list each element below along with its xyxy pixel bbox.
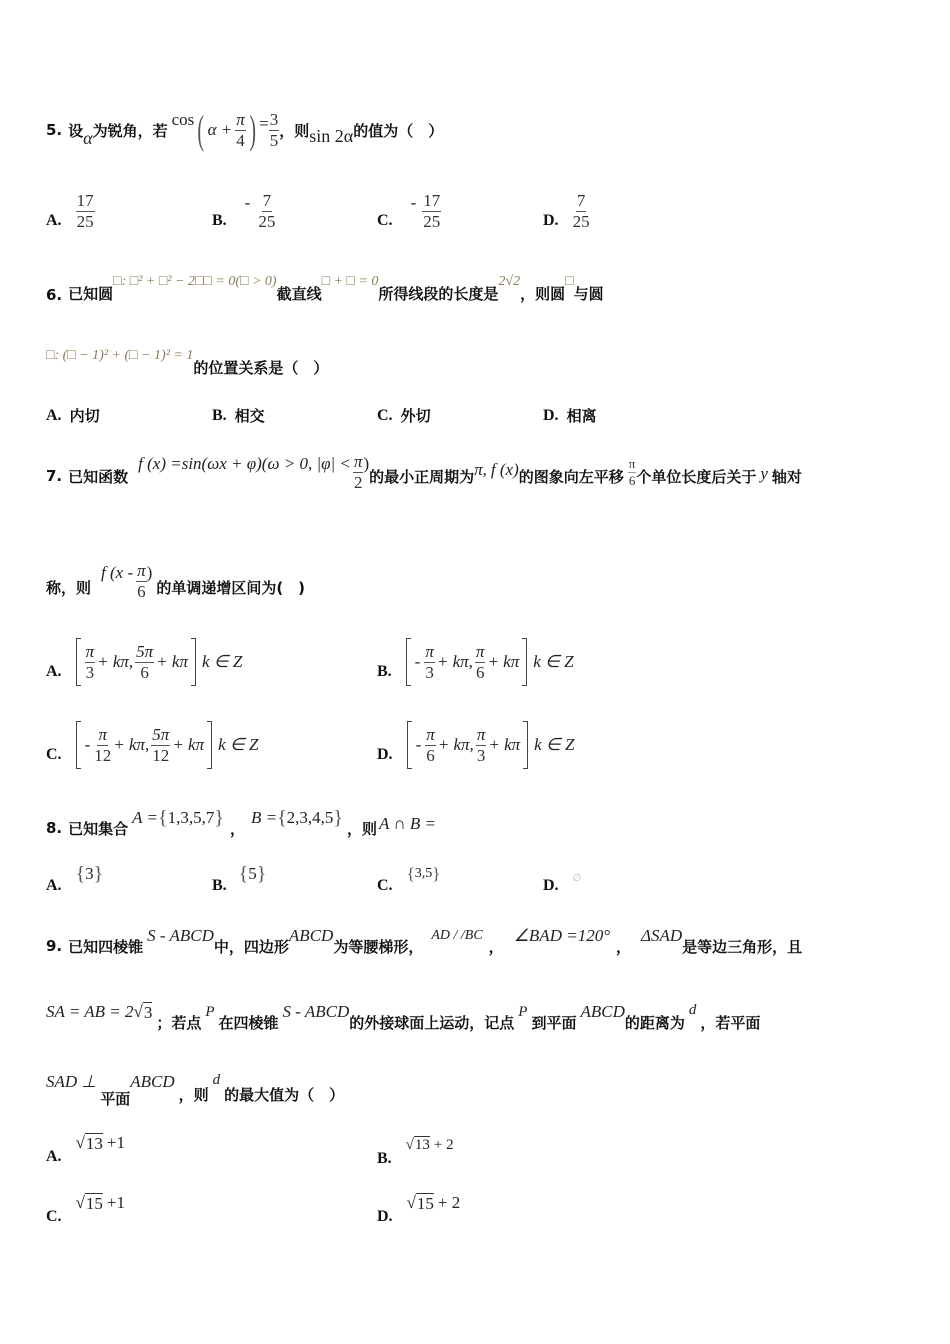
stem-text: 的最大值为（ ） [224, 1085, 345, 1104]
brace-left: { [238, 862, 249, 885]
question-6-option-b[interactable] [212, 405, 265, 426]
fraction-pi-4 [235, 111, 246, 150]
option-fraction [422, 192, 441, 231]
math-d: d [212, 1071, 221, 1088]
denominator: 25 [76, 211, 94, 231]
stem-text: ；若点 [156, 1013, 202, 1032]
stem-text: 已知圆 [68, 285, 114, 303]
option-label: B. [212, 877, 227, 894]
numerator: 7 [576, 190, 586, 210]
option-label: C. [377, 212, 393, 229]
stem-text: 为锐角，若 [92, 121, 168, 140]
brace-left: { [277, 806, 287, 829]
math-kpi: + kπ [487, 652, 520, 671]
numerator: π [353, 451, 363, 471]
option-fraction [573, 192, 590, 231]
bracket-left [76, 721, 81, 769]
option-label: B. [212, 212, 227, 229]
question-5-option-b[interactable] [212, 186, 275, 236]
stem-text: ，若平面 [700, 1013, 761, 1032]
question-9-option-d[interactable] [377, 1190, 460, 1224]
question-6-option-a[interactable] [46, 405, 100, 426]
option-label: A. [46, 877, 62, 894]
numerator: 17 [76, 190, 94, 210]
option-label: D. [377, 746, 393, 763]
math-angle: ∠BAD =120° [513, 926, 610, 945]
fraction-1 [424, 643, 435, 682]
fraction-2 [151, 726, 170, 765]
math-set-a-values: 1,3,5,7 [167, 808, 215, 827]
math-plane: ABCD [130, 1072, 175, 1091]
sqrt-sign: √ [405, 1136, 414, 1153]
brace-right: } [333, 806, 344, 829]
bracket-left [76, 638, 81, 686]
option-label: A. [46, 663, 62, 680]
fraction-pi-6 [136, 562, 147, 601]
math-circle2-equation: □: (□ − 1)² + (□ − 1)² = 1 [46, 348, 194, 363]
numerator: 7 [262, 190, 272, 210]
option-plus: +1 [106, 1133, 125, 1152]
denominator: 5 [269, 130, 279, 150]
stem-text: 的距离为 [624, 1013, 685, 1032]
math-set-b-values: 2,3,4,5 [286, 808, 334, 827]
question-8-stem [46, 806, 436, 838]
denominator: 6 [140, 662, 149, 682]
option-root: 15 [85, 1193, 103, 1213]
stem-text: 个单位长度后关于 [636, 467, 757, 486]
stem-text: ，则 [178, 1085, 209, 1104]
question-number: 7. [46, 467, 63, 485]
math-quad: ABCD [288, 926, 334, 945]
numerator: π [475, 641, 485, 661]
option-plus: +1 [106, 1193, 125, 1212]
fraction-1 [94, 726, 111, 765]
option-label: C. [46, 746, 62, 763]
numerator: π [98, 724, 107, 744]
option-root: 13 [414, 1137, 430, 1153]
question-7-stem-line2 [46, 556, 305, 606]
option-label: B. [377, 663, 392, 680]
math-sa-ab: SA = AB = 2 [46, 1002, 134, 1021]
option-label: D. [543, 406, 559, 424]
question-5-stem [46, 100, 443, 160]
fraction-2 [476, 726, 487, 765]
math-paren: ) [363, 454, 370, 473]
question-number: 6. [46, 286, 63, 304]
fraction-2 [135, 643, 154, 682]
denominator: 6 [137, 581, 146, 601]
brace-right: } [214, 806, 224, 829]
brace-left: { [75, 862, 86, 885]
math-eq: = [259, 114, 269, 133]
stem-text: 的值为（ ） [353, 121, 444, 140]
option-root: 15 [416, 1193, 434, 1213]
option-text: 内切 [69, 407, 100, 425]
brace-right: } [432, 864, 441, 883]
math-intersection: A ∩ B = [379, 814, 437, 833]
sqrt-sign: √ [75, 1193, 85, 1212]
math-kpi: + kπ [172, 735, 205, 754]
option-text: 外切 [400, 407, 431, 425]
stem-text: 的位置关系是（ ） [193, 359, 329, 377]
sqrt-sign: √ [75, 1133, 85, 1152]
stem-text: 的最小正周期为 [369, 467, 475, 486]
stem-text: ，则圆 [520, 285, 566, 303]
stem-text: 的图象向左平移 [518, 467, 624, 486]
stem-text: 所得线段的长度是 [378, 285, 499, 303]
question-9-option-c[interactable] [46, 1190, 125, 1224]
option-value-faint: ∅ [572, 872, 582, 884]
stem-text: 与圆 [573, 285, 604, 303]
bracket-right [207, 721, 212, 769]
option-label: C. [377, 877, 393, 894]
stem-text: ， [229, 819, 245, 838]
math-circle-equation: □: □² + □² − 2□□ = 0(□ > 0) [113, 274, 277, 289]
question-number: 5. [46, 121, 63, 139]
stem-text: 是等边三角形，且 [682, 937, 803, 956]
option-text: 相离 [566, 407, 597, 425]
denominator: 12 [152, 745, 170, 765]
option-label: D. [543, 212, 559, 229]
option-label: C. [46, 1208, 62, 1225]
question-9-option-b[interactable] [377, 1132, 454, 1166]
math-kpi: + kπ, [437, 735, 474, 754]
stem-text: 平面 [100, 1089, 131, 1108]
question-8-option-d[interactable] [543, 862, 581, 894]
option-root: 13 [85, 1133, 103, 1153]
math-sad-perp: SAD ⊥ [46, 1072, 97, 1091]
bracket-right [522, 638, 527, 686]
math-k-in-z: k ∈ Z [534, 735, 575, 754]
math-kpi: + kπ, [436, 652, 473, 671]
option-label: D. [377, 1208, 393, 1225]
option-text: 相交 [234, 407, 265, 425]
stem-text: 的外接球面上运动，记点 [349, 1013, 515, 1032]
fraction-pi-6 [628, 457, 637, 487]
numerator: π [476, 724, 486, 744]
math-paren: ) [146, 563, 153, 582]
denominator: 25 [423, 211, 441, 231]
question-6-option-d[interactable] [543, 405, 597, 426]
option-fraction [258, 192, 275, 231]
question-6-option-c[interactable] [377, 405, 431, 426]
question-9-option-a[interactable] [46, 1130, 125, 1164]
bracket-right [523, 721, 528, 769]
question-5-option-c[interactable] [377, 186, 441, 236]
paren-right: ) [249, 107, 256, 152]
math-fx-shift: f (x - [101, 563, 134, 582]
question-8-option-a[interactable] [46, 862, 103, 894]
brace-left: { [406, 864, 415, 883]
question-9-stem-line3 [46, 1070, 344, 1106]
math-set-b: B = [250, 808, 278, 827]
math-triangle: ΔSAD [641, 926, 683, 945]
question-7-option-b[interactable] [377, 636, 574, 688]
stem-text: 设 [68, 121, 84, 140]
denominator: 3 [425, 662, 434, 682]
numerator: 3 [269, 109, 279, 129]
option-value: 3 [85, 864, 94, 883]
question-8-option-b[interactable] [212, 862, 266, 894]
math-k-in-z: k ∈ Z [533, 652, 574, 671]
stem-text: 为等腰梯形， [333, 937, 424, 956]
denominator: 2 [353, 472, 363, 492]
numerator: 5π [136, 641, 154, 661]
stem-text: ，则 [279, 121, 310, 140]
option-plus: + 2 [433, 1136, 454, 1153]
denominator: 3 [85, 662, 95, 682]
minus-sign: - [84, 735, 91, 754]
math-d: d [688, 1001, 697, 1018]
math-kpi: + kπ, [97, 652, 134, 671]
question-number: 9. [46, 937, 63, 955]
question-number: 8. [46, 819, 63, 837]
option-label: C. [377, 406, 393, 424]
question-6-stem-line1 [46, 268, 604, 304]
bracket-right [191, 638, 196, 686]
stem-text: 中，四边形 [213, 937, 289, 956]
math-kpi: + kπ [488, 735, 521, 754]
denominator: 4 [236, 130, 245, 150]
math-p: P [205, 1003, 215, 1020]
math-kpi: + kπ [156, 652, 188, 671]
question-7-option-a[interactable] [46, 636, 242, 688]
numerator: π [425, 641, 434, 661]
option-label: A. [46, 406, 62, 424]
stem-text: 在四棱锥 [218, 1013, 279, 1032]
stem-text: 称，则 [46, 578, 92, 597]
numerator: π [85, 641, 95, 661]
denominator: 25 [572, 211, 590, 231]
option-label: B. [212, 406, 227, 424]
stem-text: 截直线 [276, 285, 322, 303]
numerator: 17 [423, 190, 441, 210]
minus-sign: - [410, 193, 417, 212]
stem-text: ，则 [347, 819, 378, 838]
math-sin2a: sin 2α [309, 125, 354, 146]
bracket-left [406, 638, 411, 686]
denominator: 25 [258, 211, 276, 231]
option-label: B. [377, 1150, 392, 1167]
math-plane: ABCD [580, 1002, 625, 1021]
numerator: π [426, 724, 435, 744]
math-parallel: AD / /BC [431, 928, 483, 943]
sqrt-sign: √ [406, 1193, 416, 1212]
fraction-pi-2 [353, 453, 364, 492]
numerator: π [137, 560, 146, 580]
numerator: 5π [152, 724, 170, 744]
math-cos: cos [171, 110, 195, 129]
question-9-stem-line1 [46, 924, 802, 956]
bracket-left [407, 721, 412, 769]
option-label: A. [46, 1148, 62, 1165]
stem-text: 的单调递增区间为( ) [156, 578, 306, 597]
brace-right: } [93, 862, 104, 885]
math-pyramid: S - ABCD [147, 926, 214, 945]
math-fx: f (x) [490, 460, 519, 479]
option-label: D. [543, 877, 559, 894]
question-7-option-d[interactable] [377, 719, 574, 771]
fraction-3-5 [269, 111, 280, 150]
stem-text: 已知四棱锥 [68, 937, 144, 956]
denominator: 6 [628, 472, 636, 488]
brace-right: } [256, 862, 267, 885]
option-label: A. [46, 212, 62, 229]
sqrt-sign: √ [133, 1002, 143, 1021]
brace-left: { [157, 806, 168, 829]
minus-sign: - [415, 735, 422, 754]
question-8-option-c[interactable] [377, 862, 440, 894]
question-6-stem-line2 [46, 342, 328, 378]
minus-sign: - [244, 193, 251, 212]
fraction-1 [85, 643, 96, 682]
question-5-option-d[interactable] [543, 186, 590, 236]
option-plus: + 2 [437, 1193, 461, 1212]
math-pyramid: S - ABCD [282, 1002, 350, 1021]
stem-text: 到平面 [531, 1013, 577, 1032]
math-set-a: A = [132, 808, 158, 827]
question-7-stem-line1 [46, 446, 802, 498]
math-k-in-z: k ∈ Z [218, 735, 259, 754]
math-alpha: α [83, 127, 93, 148]
question-7-option-c[interactable] [46, 719, 258, 771]
numerator: π [628, 455, 636, 471]
math-line-equation: □ + □ = 0 [321, 274, 379, 289]
math-length: 2√2 [498, 274, 521, 289]
math-kpi: + kπ, [113, 735, 150, 754]
stem-text: ， [616, 937, 632, 956]
option-value: 5 [248, 864, 257, 883]
denominator: 12 [94, 745, 112, 765]
option-value: 3,5 [414, 866, 433, 881]
stem-text: 已知函数 [68, 467, 129, 486]
math-circle-name: □ [565, 274, 574, 289]
math-p: P [518, 1003, 528, 1020]
math-expr: α + [207, 120, 233, 139]
math-y: y [760, 464, 768, 483]
math-function: f (x) =sin(ωx + φ)(ω > 0, |φ| < [138, 454, 351, 473]
minus-sign: - [414, 652, 421, 671]
numerator: π [236, 109, 245, 129]
stem-text: ， [488, 937, 504, 956]
fraction-2 [475, 643, 486, 682]
stem-text: 已知集合 [68, 819, 129, 838]
denominator: 6 [475, 662, 485, 682]
question-5-option-a[interactable] [46, 186, 95, 236]
paren-left: ( [197, 107, 205, 152]
fraction-1 [425, 726, 436, 765]
denominator: 3 [476, 745, 486, 765]
stem-text: 轴对 [771, 467, 802, 486]
option-fraction [76, 192, 95, 231]
denominator: 6 [426, 745, 435, 765]
math-period: π, [474, 460, 487, 479]
question-9-stem-line2 [46, 1000, 760, 1032]
math-k-in-z: k ∈ Z [201, 652, 243, 671]
math-root-3: 3 [143, 1002, 153, 1022]
